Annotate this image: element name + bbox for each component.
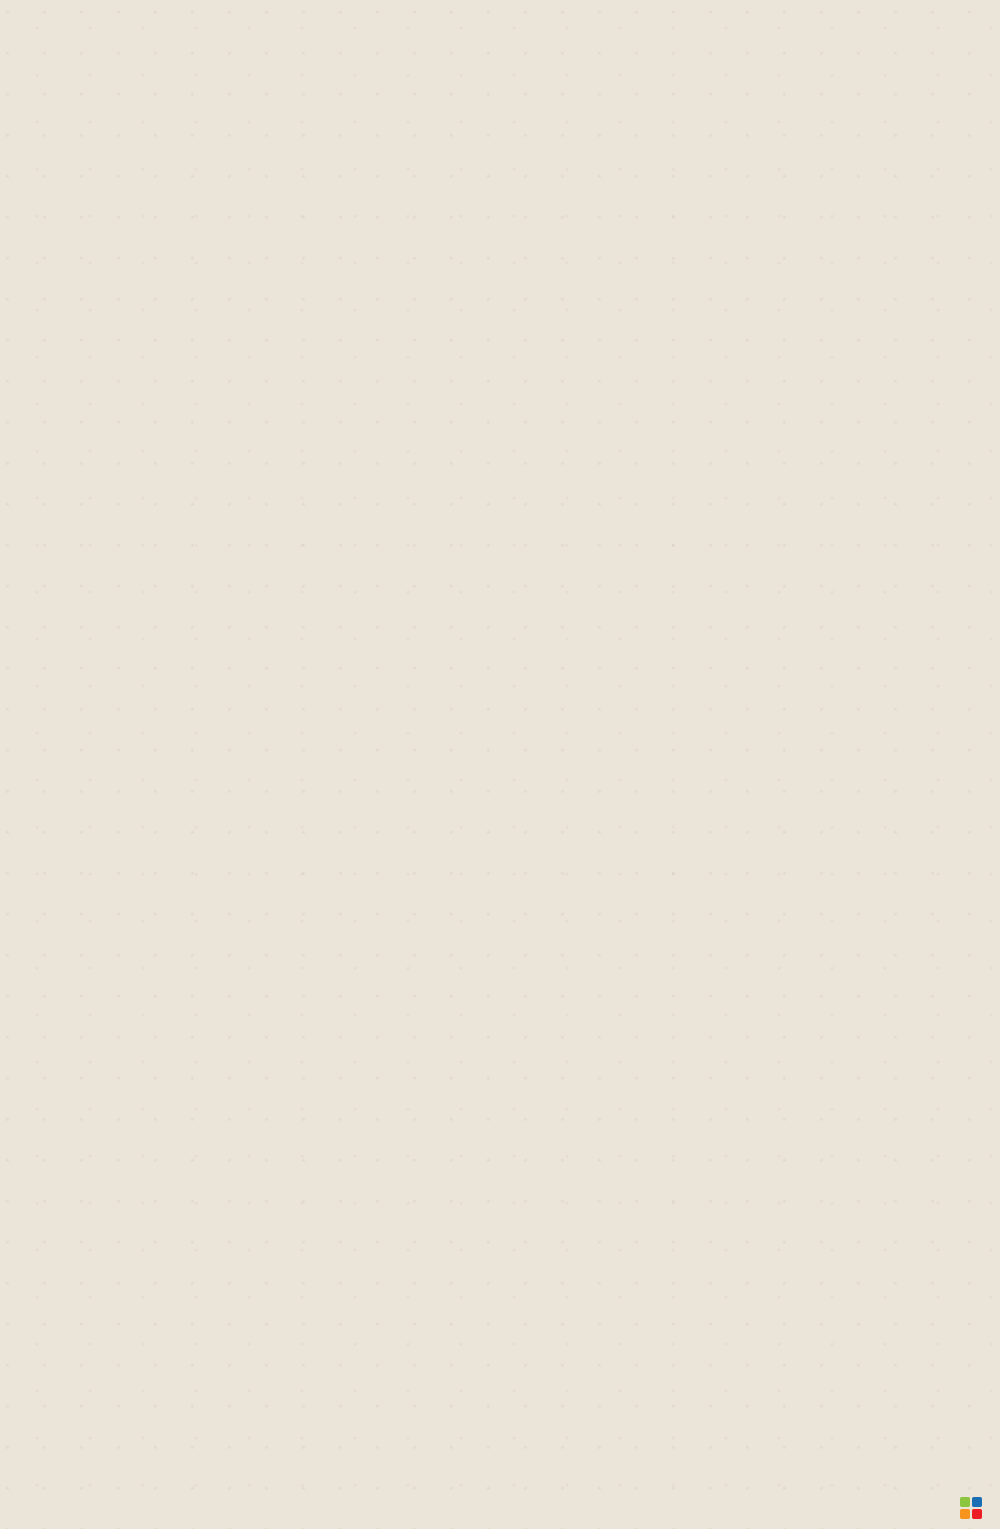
liveworksheets-logo[interactable] <box>960 1493 986 1523</box>
logo-mark-icon <box>960 1497 982 1519</box>
